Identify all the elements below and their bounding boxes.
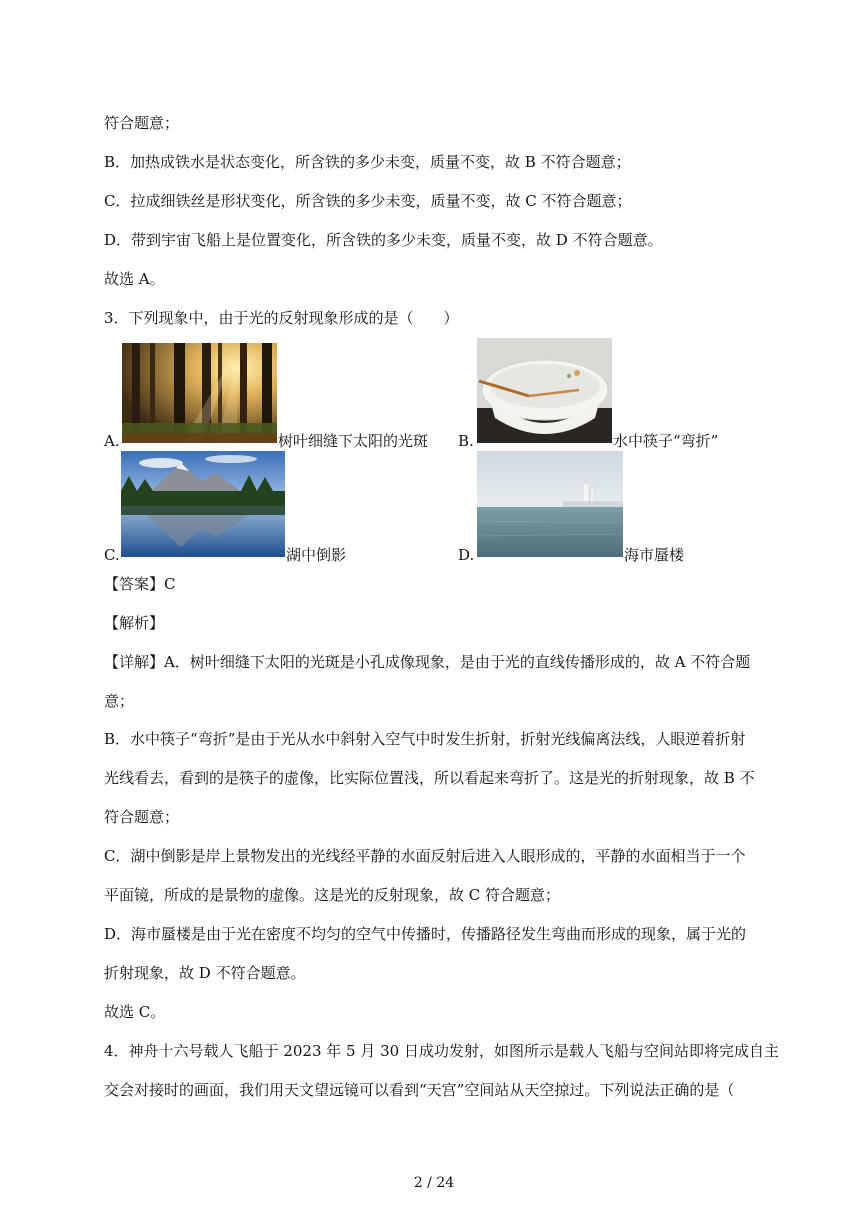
text-line: 交会对接时的画面，我们用天文望远镜可以看到“天宫”空间站从天空掠过。下列说法正确的是（ bbox=[104, 1081, 735, 1099]
mirage-image bbox=[477, 451, 623, 557]
text-line: B．加热成铁水是状态变化，所含铁的多少未变，质量不变，故 B 不符合题意； bbox=[104, 153, 631, 171]
bowl-chopsticks-image bbox=[477, 338, 612, 443]
text-line: B．水中筷子“弯折”是由于光从水中斜射入空气中时发生折射，折射光线偏离法线，人眼逆着折射 bbox=[104, 730, 746, 748]
option-c-label: C. bbox=[104, 546, 120, 564]
text-line: 折射现象，故 D 不符合题意。 bbox=[104, 964, 306, 982]
text-line: 符合题意； bbox=[104, 114, 180, 132]
text-line: 【详解】A．树叶细缝下太阳的光斑是小孔成像现象，是由于光的直线传播形成的，故 A 不符合题 bbox=[104, 653, 751, 671]
option-b-label: B. bbox=[458, 432, 474, 450]
text-line: D．带到宇宙飞船上是位置变化，所含铁的多少未变，质量不变，故 D 不符合题意。 bbox=[104, 231, 663, 249]
text-line: 故选 A。 bbox=[104, 270, 165, 288]
lake-reflection-image bbox=[121, 451, 285, 557]
text-line: D．海市蜃楼是由于光在密度不均匀的空气中传播时，传播路径发生弯曲而形成的现象，属于光的 bbox=[104, 925, 747, 943]
question-3: 3．下列现象中，由于光的反射现象形成的是（ ） bbox=[104, 309, 459, 327]
answer-line: 【答案】C bbox=[104, 575, 176, 593]
text-line: 符合题意； bbox=[104, 808, 180, 826]
text-line: 意； bbox=[104, 692, 135, 710]
page-number: 2 / 24 bbox=[413, 1175, 455, 1191]
option-d-caption: 海市蜃楼 bbox=[624, 546, 685, 564]
option-d-label: D. bbox=[458, 546, 475, 564]
text-line: 光线看去，看到的是筷子的虚像，比实际位置浅，所以看起来弯折了。这是光的折射现象，故 B 不 bbox=[104, 769, 755, 787]
text-line: C．湖中倒影是岸上景物发出的光线经平静的水面反射后进入人眼形成的，平静的水面相当于一个 bbox=[104, 847, 746, 865]
text-line: 平面镜，所成的是景物的虚像。这是光的反射现象，故 C 符合题意； bbox=[104, 886, 561, 904]
text-line: C．拉成细铁丝是形状变化，所含铁的多少未变，质量不变，故 C 不符合题意； bbox=[104, 192, 632, 210]
option-c-caption: 湖中倒影 bbox=[286, 546, 347, 564]
option-b-caption: 水中筷子“弯折” bbox=[613, 432, 719, 450]
question-4: 4．神舟十六号载人飞船于 2023 年 5 月 30 日成功发射，如图所示是载人飞船与空间站即将完成自主 bbox=[104, 1042, 779, 1060]
option-a-caption: 树叶细缝下太阳的光斑 bbox=[278, 432, 429, 450]
forest-sunlight-image bbox=[122, 343, 277, 443]
option-a-label: A. bbox=[104, 432, 120, 450]
analysis-heading: 【解析】 bbox=[104, 614, 165, 632]
text-line: 故选 C。 bbox=[104, 1003, 166, 1021]
